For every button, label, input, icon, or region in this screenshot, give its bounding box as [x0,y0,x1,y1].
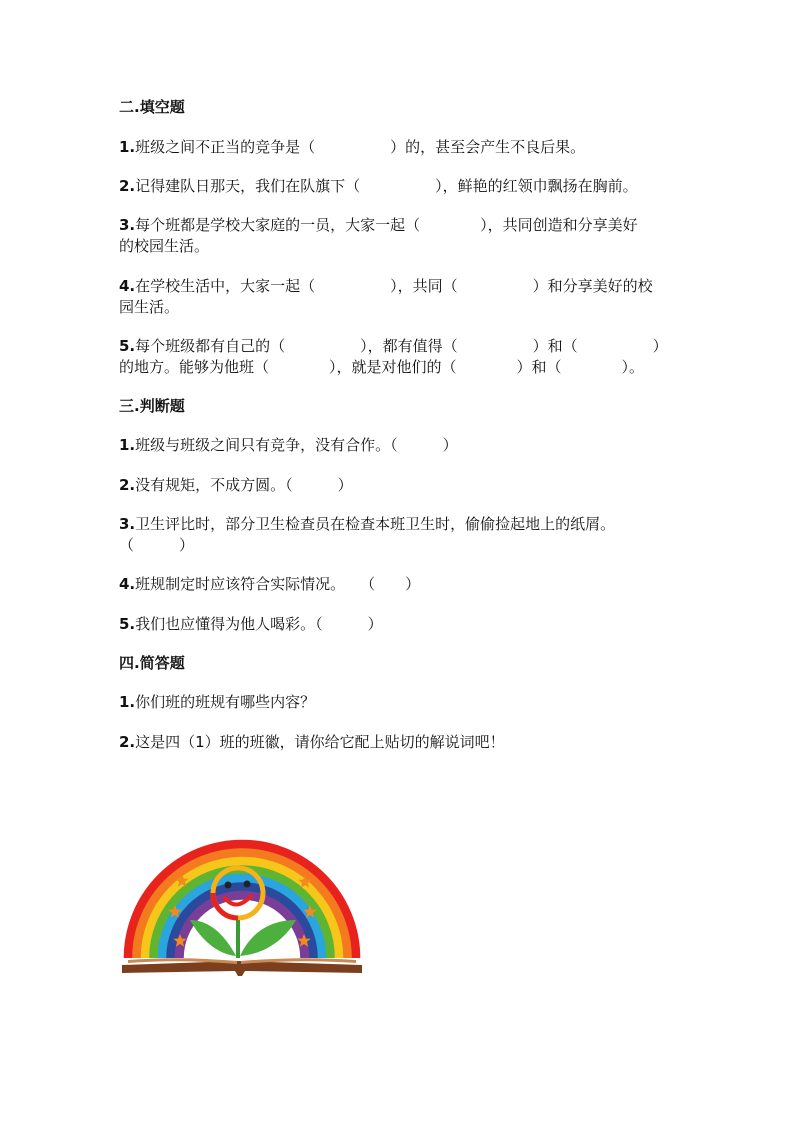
question-text: 每个班都是学校大家庭的一员，大家一起（ ），共同创造和分享美好 [135,216,638,234]
question-fill-3-continued: 的校园生活。 [119,237,210,255]
question-number: 2. [119,476,136,494]
question-fill-5 [119,336,679,356]
question-text: 卫生评比时，部分卫生检查员在检查本班卫生时，偷偷捡起地上的纸屑。 [135,515,616,533]
question-short-2 [119,732,679,752]
question-text: 每个班级都有自己的（ ），都有值得（ ）和（ ） [135,337,668,355]
question-text: 没有规矩，不成方圆。（ ） [135,476,353,494]
question-short-1 [119,692,679,712]
question-fill-4 [119,276,679,296]
question-number: 5. [119,337,136,355]
question-fill-3 [119,215,679,235]
question-text: 在学校生活中，大家一起（ ），共同（ ）和分享美好的校 [135,277,653,295]
question-judge-1 [119,435,679,455]
question-judge-3-continued: （ ） [119,536,195,554]
open-book-icon [122,958,362,976]
question-judge-5 [119,614,679,634]
question-text: 班级与班级之间只有竞争，没有合作。（ ） [135,436,458,454]
section-heading-judge: 三.判断题 [119,397,185,415]
question-number: 4. [119,575,136,593]
class-badge-image [120,808,365,980]
question-number: 2. [119,733,136,751]
question-number: 3. [119,515,136,533]
question-fill-5-continued: 的地方。能够为他班（ ），就是对他们的（ ）和（ ）。 [119,358,645,376]
question-fill-1 [119,137,679,157]
question-judge-4 [119,574,679,594]
question-text: 班规制定时应该符合实际情况。 （ ） [135,575,421,593]
question-text: 你们班的班规有哪些内容？ [135,693,316,711]
question-number: 3. [119,216,136,234]
question-judge-3 [119,514,679,534]
question-number: 1. [119,436,136,454]
question-judge-2 [119,475,679,495]
question-fill-2 [119,176,679,196]
question-fill-4-continued: 园生活。 [119,298,180,316]
question-text: 记得建队日那天，我们在队旗下（ ），鲜艳的红领巾飘扬在胸前。 [135,177,638,195]
question-number: 4. [119,277,136,295]
question-number: 5. [119,615,136,633]
class-badge-svg [120,808,365,980]
question-number: 2. [119,177,136,195]
section-heading-fill-blank: 二.填空题 [119,98,185,116]
question-number: 1. [119,138,136,156]
question-text: 这是四（1）班的班徽，请你给它配上贴切的解说词吧！ [135,733,505,751]
question-number: 1. [119,693,136,711]
question-text: 我们也应懂得为他人喝彩。（ ） [135,615,383,633]
section-heading-short-answer: 四.简答题 [119,654,185,672]
question-text: 班级之间不正当的竞争是（ ）的，甚至会产生不良后果。 [135,138,586,156]
